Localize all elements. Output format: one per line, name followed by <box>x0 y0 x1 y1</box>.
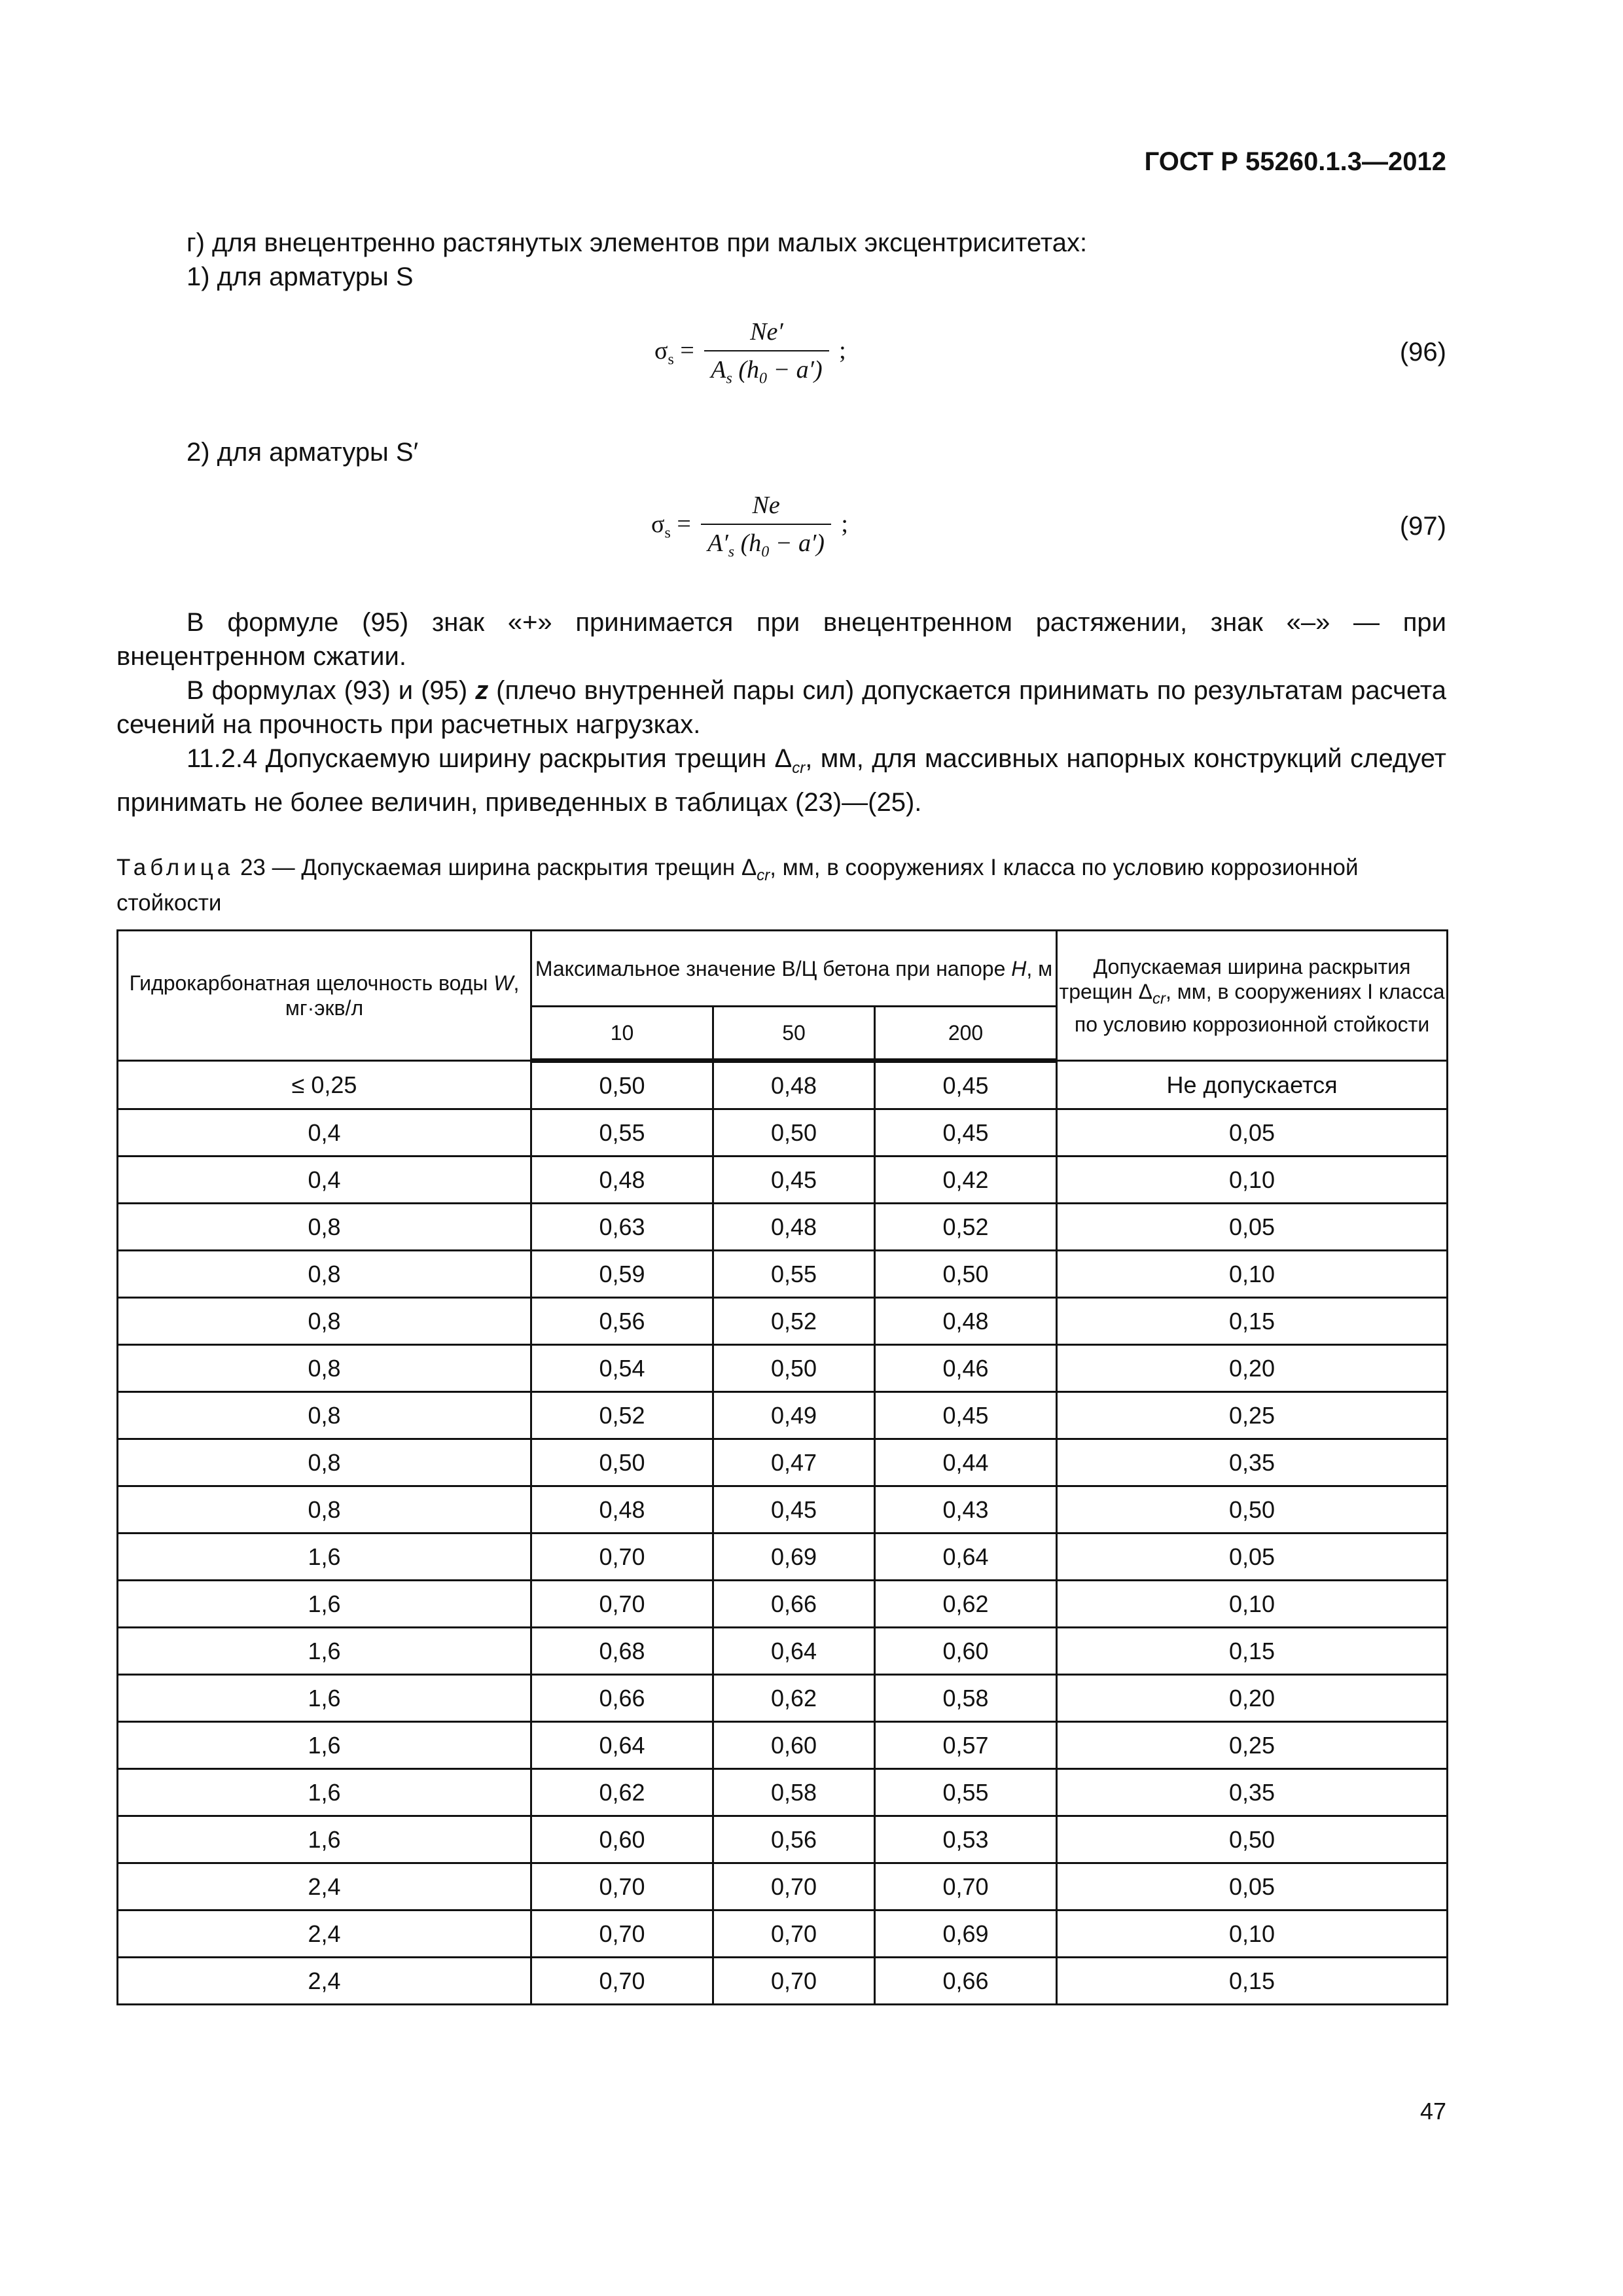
table-cell: 0,60 <box>875 1628 1057 1675</box>
table-cell: 0,50 <box>1057 1486 1448 1534</box>
table-cell: ≤ 0,25 <box>118 1061 531 1109</box>
table-cell: 0,52 <box>875 1204 1057 1251</box>
table-cell: 0,45 <box>713 1486 875 1534</box>
table-row <box>118 1109 1448 1157</box>
table-row <box>118 1816 1448 1863</box>
table-cell: 2,4 <box>118 1910 531 1958</box>
table-cell: 0,10 <box>1057 1157 1448 1204</box>
table-cell: 0,49 <box>713 1392 875 1439</box>
table-cell: 2,4 <box>118 1958 531 2005</box>
table-cell: 0,48 <box>531 1157 713 1204</box>
header-allowable-crack-width: Допускаемая ширина раскрытия трещин $\Delta_{cr}$, мм, в сооружениях I класса по условию коррозионной стойкости <box>1057 931 1448 1061</box>
paragraph-sign-rule: В формуле (95) знак «+» принимается при внецентренном растяжении, знак «–» — при внецентренном сжатии. <box>116 608 1446 671</box>
table-cell: 0,54 <box>531 1345 713 1392</box>
table-cell: 0,70 <box>531 1910 713 1958</box>
table-cell: 0,50 <box>531 1061 713 1109</box>
table-cell: 1,6 <box>118 1722 531 1769</box>
formula-97-numerator: Ne <box>701 491 831 525</box>
table-cell: 0,45 <box>875 1392 1057 1439</box>
table-cell: 0,69 <box>875 1910 1057 1958</box>
table-row <box>118 1910 1448 1958</box>
intro-line-4: 2) для арматуры S′ <box>187 438 419 467</box>
table-cell: 0,50 <box>713 1345 875 1392</box>
table-cell: 0,42 <box>875 1157 1057 1204</box>
table-cell: 0,55 <box>713 1251 875 1298</box>
table-cell: 0,59 <box>531 1251 713 1298</box>
table-cell: 0,05 <box>1057 1534 1448 1581</box>
table-cell: 0,45 <box>713 1157 875 1204</box>
formula-96: $\sigma_s$ = $\frac{Ne'}{A_s (h_0 - a')}$ ; <box>654 318 846 387</box>
table-cell: 0,55 <box>531 1109 713 1157</box>
table-cell: 0,52 <box>713 1298 875 1345</box>
table-cell: 1,6 <box>118 1628 531 1675</box>
table-cell: 0,8 <box>118 1251 531 1298</box>
table-cell: 0,66 <box>531 1675 713 1722</box>
table-cell: 0,70 <box>713 1958 875 2005</box>
body-text <box>116 605 1446 819</box>
table-cell: 0,63 <box>531 1204 713 1251</box>
table-cell: 0,50 <box>713 1109 875 1157</box>
table-cell: 0,8 <box>118 1298 531 1345</box>
table-cell: 1,6 <box>118 1816 531 1863</box>
table-cell: 0,05 <box>1057 1204 1448 1251</box>
equation-number-96: (96) <box>1399 338 1446 367</box>
table-cell: 0,05 <box>1057 1109 1448 1157</box>
table-cell: 0,45 <box>875 1061 1057 1109</box>
table-row <box>118 1298 1448 1345</box>
table-row <box>118 1439 1448 1486</box>
table-cell: 0,70 <box>713 1910 875 1958</box>
table-cell: 0,70 <box>531 1958 713 2005</box>
table-row <box>118 1534 1448 1581</box>
table-row <box>118 1157 1448 1204</box>
table-row <box>118 1392 1448 1439</box>
table-row <box>118 1251 1448 1298</box>
table-cell: 1,6 <box>118 1581 531 1628</box>
table-row <box>118 1675 1448 1722</box>
document-standard-header: ГОСТ Р 55260.1.3—2012 <box>1144 147 1446 176</box>
table-cell: 0,20 <box>1057 1675 1448 1722</box>
table-cell: 0,58 <box>875 1675 1057 1722</box>
table-cell: 0,70 <box>713 1863 875 1910</box>
table-cell: 0,43 <box>875 1486 1057 1534</box>
table-cell: 0,56 <box>713 1816 875 1863</box>
crack-width-table <box>116 929 1448 2005</box>
table-cell: 0,70 <box>531 1863 713 1910</box>
table-cell: 0,15 <box>1057 1628 1448 1675</box>
table-cell: 0,70 <box>531 1581 713 1628</box>
table-row <box>118 1486 1448 1534</box>
table-cell: 1,6 <box>118 1675 531 1722</box>
table-cell: 0,53 <box>875 1816 1057 1863</box>
table-cell: 0,62 <box>875 1581 1057 1628</box>
table-caption-label: Таблица <box>116 855 234 880</box>
paragraph-11-2-4: 11.2.4 Допускаемую ширину раскрытия трещин $\Delta_{cr}$, мм, для массивных напорных конструкций следует принимать не более величин, приведенных в таблицах (23)—(25). <box>116 744 1446 817</box>
table-cell: 0,10 <box>1057 1910 1448 1958</box>
header-alkalinity: Гидрокарбонатная щелочность воды W, мг·экв/л <box>118 931 531 1061</box>
table-cell: 0,45 <box>875 1109 1057 1157</box>
table-cell: 0,66 <box>875 1958 1057 2005</box>
table-row <box>118 1345 1448 1392</box>
equation-number-97: (97) <box>1399 512 1446 541</box>
table-cell: 0,50 <box>875 1251 1057 1298</box>
table-cell: 0,69 <box>713 1534 875 1581</box>
table-cell: 1,6 <box>118 1534 531 1581</box>
table-cell: 0,64 <box>713 1628 875 1675</box>
table-cell: 0,47 <box>713 1439 875 1486</box>
table-cell: 0,66 <box>713 1581 875 1628</box>
table-cell: 0,25 <box>1057 1722 1448 1769</box>
table-cell: 0,60 <box>713 1722 875 1769</box>
formula-97-denominator: $A'_s$ $(h_0 - a')$ <box>707 529 825 561</box>
table-cell: 0,50 <box>531 1439 713 1486</box>
table-cell: 1,6 <box>118 1769 531 1816</box>
formula-96-lhs: $\sigma_s$ <box>654 336 674 368</box>
table-cell: 0,05 <box>1057 1863 1448 1910</box>
table-cell: 0,8 <box>118 1439 531 1486</box>
table-cell: 0,57 <box>875 1722 1057 1769</box>
table-cell: 0,25 <box>1057 1392 1448 1439</box>
table-row <box>118 1722 1448 1769</box>
table-cell: 0,4 <box>118 1109 531 1157</box>
table-cell: 0,58 <box>713 1769 875 1816</box>
table-cell: 0,8 <box>118 1392 531 1439</box>
formula-96-fraction <box>704 317 829 388</box>
formula-96-denominator: $A_s$ $(h_0 - a')$ <box>711 356 823 387</box>
table-cell: 0,52 <box>531 1392 713 1439</box>
table-cell: 0,64 <box>531 1722 713 1769</box>
table-caption: Таблица 23 — Допускаемая ширина раскрытия трещин $\Delta_{cr}$, мм, в сооружениях I класса по условию коррозионной стойкости <box>116 855 1359 916</box>
table-cell: 0,15 <box>1057 1298 1448 1345</box>
table-row <box>118 1863 1448 1910</box>
table-cell: 0,15 <box>1057 1958 1448 2005</box>
formula-97-lhs: $\sigma_s$ <box>651 510 671 542</box>
header-head-10: 10 <box>531 1007 713 1061</box>
table-cell: 0,64 <box>875 1534 1057 1581</box>
table-cell: 0,70 <box>531 1534 713 1581</box>
header-head-50: 50 <box>713 1007 875 1061</box>
table-cell: 0,48 <box>713 1061 875 1109</box>
table-cell: 0,20 <box>1057 1345 1448 1392</box>
table-row <box>118 1958 1448 2005</box>
table-body <box>118 1061 1448 2005</box>
table-row <box>118 1628 1448 1675</box>
table-cell: 0,35 <box>1057 1769 1448 1816</box>
intro-line-1: г) для внецентренно растянутых элементов при малых эксцентриситетах: <box>187 228 1088 257</box>
table-cell: 0,8 <box>118 1204 531 1251</box>
formula-96-numerator: Ne′ <box>704 317 829 351</box>
table-cell: 0,48 <box>875 1298 1057 1345</box>
table-cell: 0,8 <box>118 1345 531 1392</box>
table-cell: Не допускается <box>1057 1061 1448 1109</box>
page-number: 47 <box>1419 2098 1446 2125</box>
table-cell: 0,62 <box>713 1675 875 1722</box>
table-cell: 0,68 <box>531 1628 713 1675</box>
table-row <box>118 1204 1448 1251</box>
table-row <box>118 1061 1448 1109</box>
table-cell: 0,56 <box>531 1298 713 1345</box>
header-head-200: 200 <box>875 1007 1057 1061</box>
table-cell: 0,60 <box>531 1816 713 1863</box>
header-max-wc-ratio: Максимальное значение В/Ц бетона при напоре H, м <box>531 931 1057 1007</box>
paragraph-lever-arm: В формулах (93) и (95) z (плечо внутренней пары сил) допускается принимать по результатам расчета сечений на прочность при расчетных нагрузках. <box>116 676 1446 739</box>
table-cell: 0,48 <box>531 1486 713 1534</box>
table-row <box>118 1769 1448 1816</box>
formula-97: $\sigma_s$ = $\frac{Ne}{A'_s (h_0 - a')}$ ; <box>651 492 848 561</box>
table-cell: 0,35 <box>1057 1439 1448 1486</box>
table-cell: 0,55 <box>875 1769 1057 1816</box>
table-cell: 0,4 <box>118 1157 531 1204</box>
table-cell: 0,44 <box>875 1439 1057 1486</box>
table-cell: 0,62 <box>531 1769 713 1816</box>
table-cell: 0,10 <box>1057 1581 1448 1628</box>
table-cell: 2,4 <box>118 1863 531 1910</box>
table-cell: 0,48 <box>713 1204 875 1251</box>
formula-97-fraction <box>701 491 831 562</box>
table-cell: 0,70 <box>875 1863 1057 1910</box>
table-cell: 0,50 <box>1057 1816 1448 1863</box>
table-cell: 0,10 <box>1057 1251 1448 1298</box>
intro-line-2: 1) для арматуры S <box>187 262 414 291</box>
table-cell: 0,8 <box>118 1486 531 1534</box>
table-cell: 0,46 <box>875 1345 1057 1392</box>
table-row <box>118 1581 1448 1628</box>
